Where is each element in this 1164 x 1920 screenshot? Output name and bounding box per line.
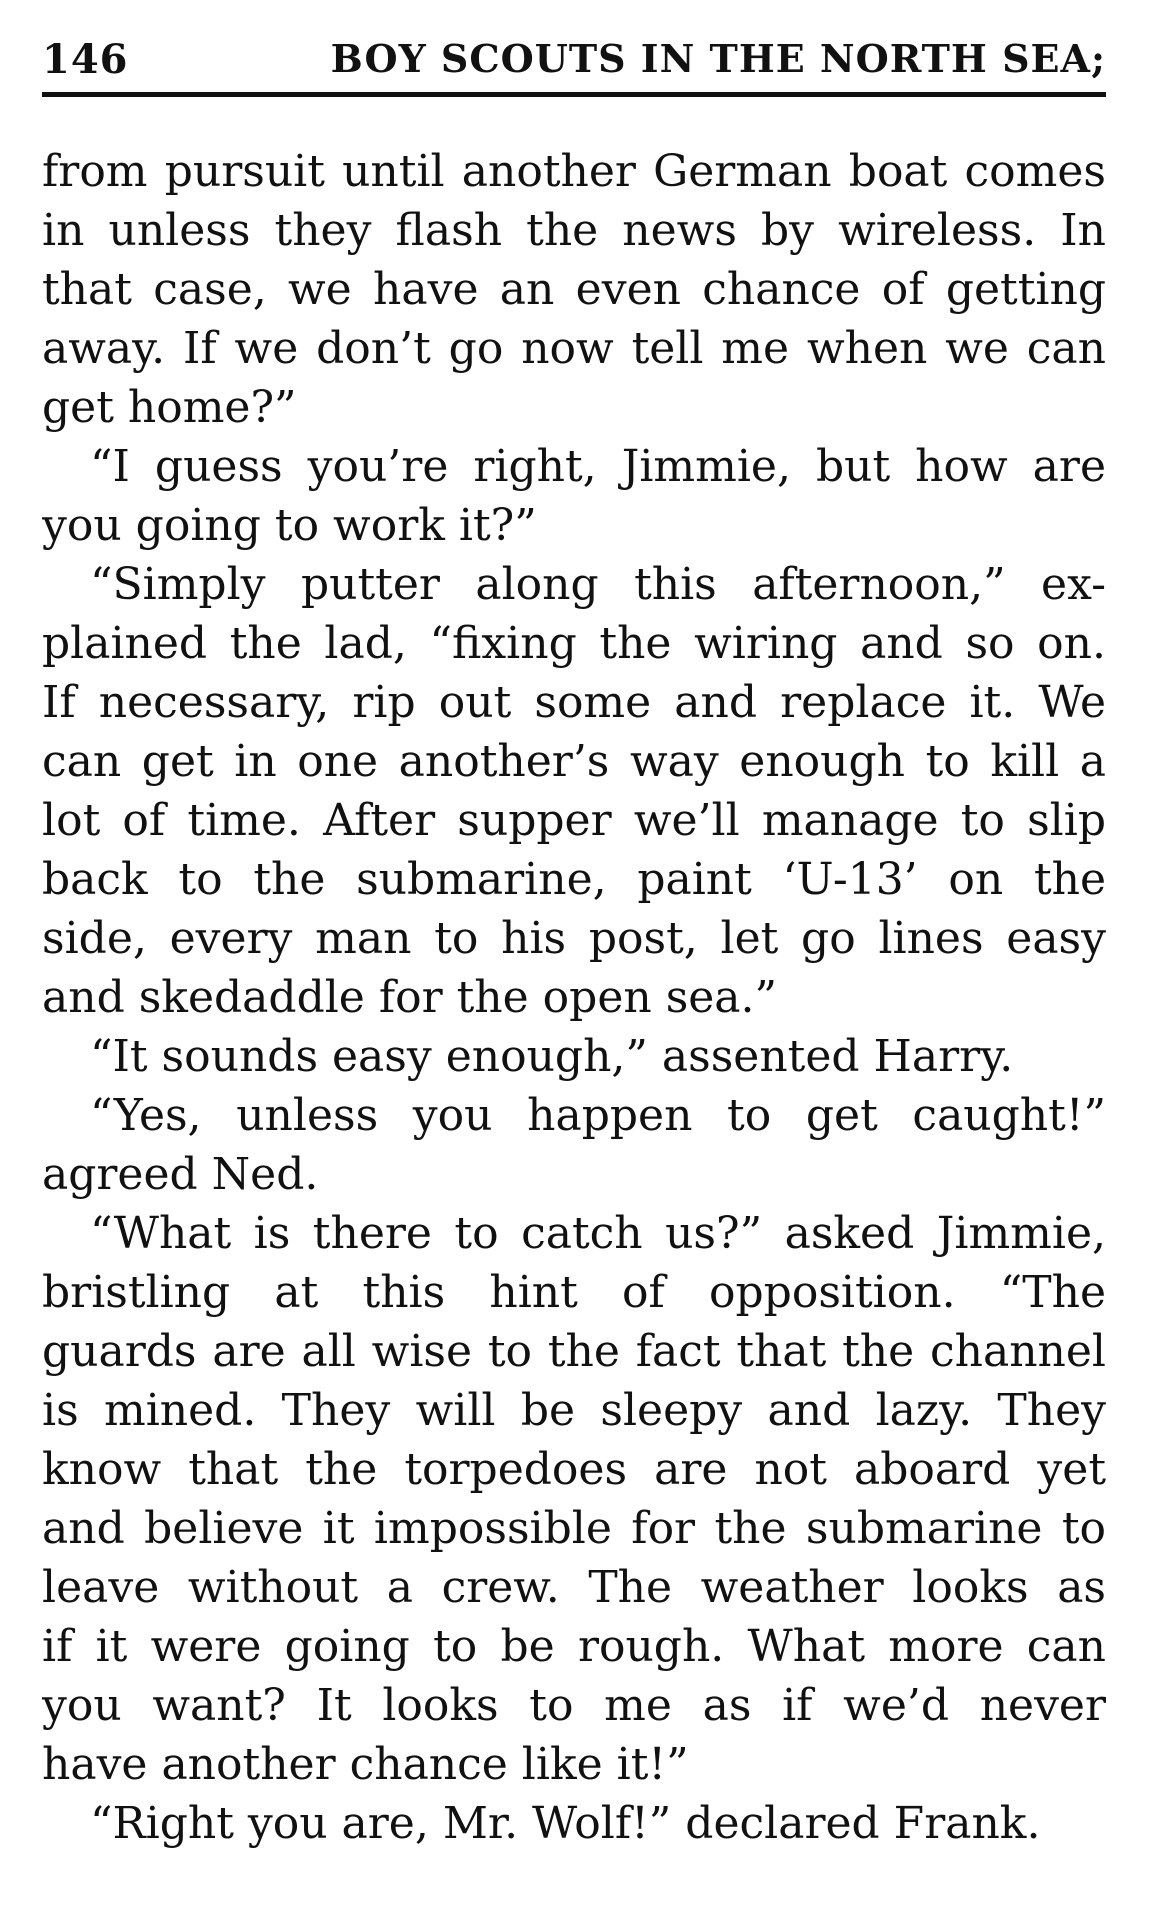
text-line: “Yes, unless you happen to get caught!” xyxy=(90,1090,1106,1141)
text-line: in unless they flash the news by wireless. In xyxy=(42,205,1106,256)
text-line: back to the submarine, paint ‘U-13’ on the xyxy=(42,854,1106,905)
text-line: If necessary, rip out some and replace it. We xyxy=(42,677,1106,728)
text-line: you going to work it?” xyxy=(42,500,537,551)
text-line: “I guess you’re right, Jimmie, but how are xyxy=(90,441,1106,492)
text-line: guards are all wise to the fact that the channel xyxy=(42,1326,1106,1377)
text-line: “It sounds easy enough,” assented Harry. xyxy=(90,1031,1014,1082)
text-line: side, every man to his post, let go lines easy xyxy=(42,913,1106,964)
text-line: is mined. They will be sleepy and lazy. They xyxy=(42,1385,1106,1436)
page-number: 146 xyxy=(42,36,129,83)
text-line: can get in one another’s way enough to kill a xyxy=(42,736,1106,787)
text-line: leave without a crew. The weather looks as xyxy=(42,1562,1106,1613)
running-title: BOY SCOUTS IN THE NORTH SEA; xyxy=(330,36,1106,81)
text-line: that case, we have an even chance of getting xyxy=(42,264,1106,315)
text-line: you want? It looks to me as if we’d never xyxy=(42,1680,1106,1731)
text-line: and skedaddle for the open sea.” xyxy=(42,972,778,1023)
text-line: agreed Ned. xyxy=(42,1149,319,1200)
text-line: if it were going to be rough. What more can xyxy=(42,1621,1106,1672)
text-line: away. If we don’t go now tell me when we can xyxy=(42,323,1106,374)
page-header xyxy=(42,28,1106,90)
text-line: from pursuit until another German boat comes xyxy=(42,146,1106,197)
header-rule xyxy=(42,92,1106,97)
text-line: and believe it impossible for the submarine to xyxy=(42,1503,1106,1554)
text-line: bristling at this hint of opposition. “The xyxy=(42,1267,1106,1318)
body-text xyxy=(42,142,1106,1853)
text-line: get home?” xyxy=(42,382,297,433)
text-line: “What is there to catch us?” asked Jimmie, xyxy=(90,1208,1106,1259)
text-line: have another chance like it!” xyxy=(42,1739,689,1790)
text-line: “Right you are, Mr. Wolf!” declared Frank. xyxy=(90,1798,1041,1849)
text-line: know that the torpedoes are not aboard yet xyxy=(42,1444,1106,1495)
text-line: “Simply putter along this afternoon,” ex- xyxy=(90,559,1106,610)
text-line: lot of time. After supper we’ll manage to slip xyxy=(42,795,1106,846)
text-line: plained the lad, “fixing the wiring and so on. xyxy=(42,618,1106,669)
